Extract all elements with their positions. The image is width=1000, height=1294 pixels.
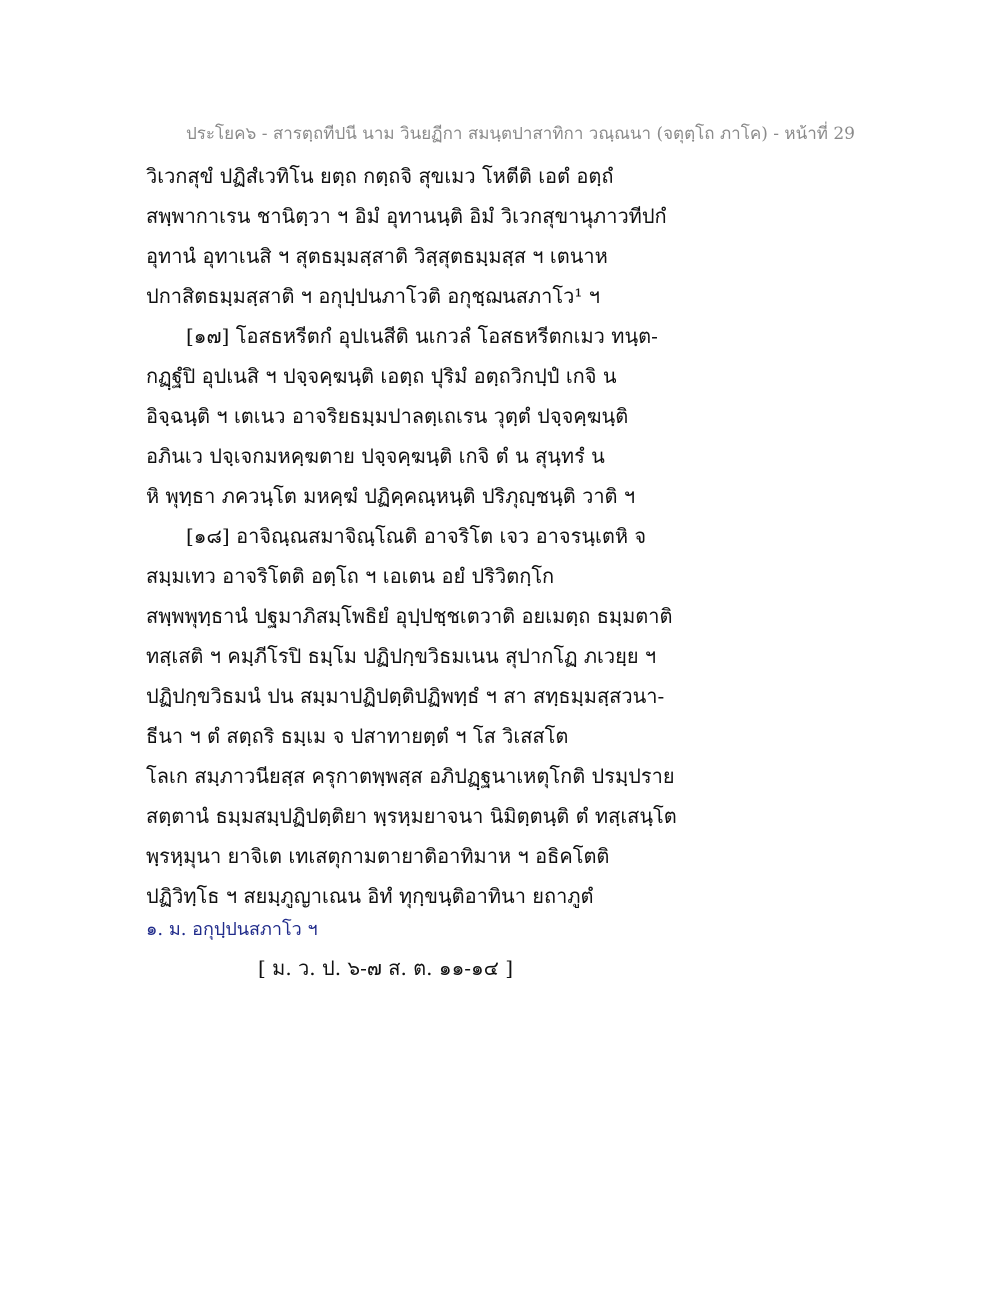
paragraph-18-start: [๑๘] อาจิณฺณสมาจิณฺโณติ อาจริโต เจว อาจรนฺเตหิ จ (186, 524, 647, 548)
body-line-6: กฏฺฐํปิ อุปเนสิ ฯ ปจฺจคฺฆนฺติ เอตฺถ ปุริมํ อตฺถวิกปฺปํ เกจิ น (146, 364, 617, 388)
body-line-19: ปฏิวิทฺโธ ฯ สยมฺภูญาเณน อิทํ ทุกฺขนฺติอาทินา ยถาภูตํ (146, 884, 594, 908)
body-line-2: สพฺพากาเรน ชานิตฺวา ฯ อิมํ อุทานนฺติ อิมํ วิเวกสุขานุภาวทีปกํ (146, 204, 667, 228)
body-line-7: อิจฺฉนฺติ ฯ เตเนว อาจริยธมฺมปาลตฺเถเรน วุตฺตํ ปจฺจคฺฆนฺติ (146, 404, 629, 428)
paragraph-17-start: [๑๗] โอสธหรีตกํ อุปเนสีติ นเกวลํ โอสธหรีตกเมว ทนฺต- (186, 324, 658, 348)
body-line-3: อุทานํ อุทาเนสิ ฯ สุตธมฺมสฺสาติ วิสฺสุตธมฺมสฺส ฯ เตนาห (146, 244, 608, 268)
body-line-13: ทสฺเสติ ฯ คมฺภีโรปิ ธมฺโม ปฏิปกฺขวิธมเนน สุปากโฏ ภเวยฺย ฯ (146, 644, 657, 668)
body-line-14: ปฏิปกฺขวิธมนํ ปน สมฺมาปฏิปตฺติปฏิพทฺธํ ฯ สา สทฺธมฺมสฺสวนา- (146, 684, 665, 708)
running-header: ประโยค๖ - สารตฺถทีปนี นาม วินยฏีกา สมนฺตปาสาทิกา วณฺณนา (จตุตฺโถ ภาโค) - หน้าที่ 29 (186, 124, 855, 144)
body-line-1: วิเวกสุขํ ปฏิสํเวทิโน ยตฺถ กตฺถจิ สุขเมว โหตีติ เอตํ อตฺถํ (146, 164, 614, 188)
body-line-17: สตฺตานํ ธมฺมสมฺปฏิปตฺติยา พฺรหฺมยาจนา นิมิตฺตนฺติ ตํ ทสฺเสนฺโต (146, 804, 677, 828)
body-line-4: ปกาสิตธมฺมสฺสาติ ฯ อกุปฺปนภาโวติ อกุชฺฌนสภาโว¹ ฯ (146, 284, 600, 308)
footnote: ๑. ม. อกุปฺปนสภาโว ฯ (146, 919, 318, 940)
body-line-8: อภินเว ปจฺเจกมหคฺฆตาย ปจฺจคฺฆนฺติ เกจิ ตํ น สุนฺทรํ น (146, 444, 605, 468)
body-line-11: สมฺมเทว อาจริโตติ อตฺโถ ฯ เอเตน อยํ ปริวิตกฺโก (146, 564, 555, 588)
body-line-9: หิ พุทฺธา ภควนฺโต มหคฺฆํ ปฏิคฺคณฺหนฺติ ปริภุญฺชนฺติ วาติ ฯ (146, 484, 636, 508)
body-line-16: โลเก สมฺภาวนียสฺส ครุกาตพฺพสฺส อภิปฏฺฐนาเหตุโกติ ปรมฺปราย (146, 764, 675, 788)
body-line-15: ธีนา ฯ ตํ สตฺถริ ธมฺเม จ ปสาทายตฺตํ ฯ โส วิเสสโต (146, 724, 569, 748)
body-line-12: สพฺพพุทฺธานํ ปฐมาภิสมฺโพธิยํ อุปฺปชฺชเตวาติ อยเมตฺถ ธมฺมตาติ (146, 604, 673, 628)
body-line-18: พฺรหฺมุนา ยาจิเต เทเสตุกามตายาติอาทิมาห ฯ อธิคโตติ (146, 844, 610, 868)
source-reference: [ ม. ว. ป. ๖-๗ ส. ต. ๑๑-๑๔ ] (258, 956, 514, 980)
